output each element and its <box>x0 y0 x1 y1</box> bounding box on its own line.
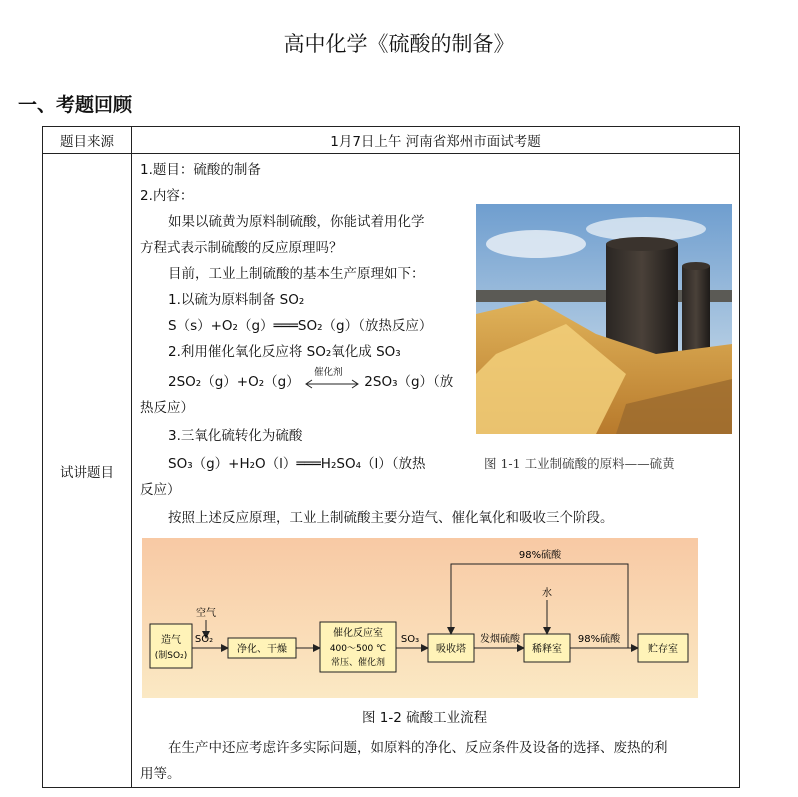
flow-label: 常压、催化剂 <box>330 658 386 668</box>
flow-label: SO₃ <box>400 634 420 645</box>
topic-content-cell <box>132 154 740 788</box>
flow-label: 发烟硫酸 <box>480 634 520 645</box>
equation-line: SO₃（g）+H₂O（l）═══H₂SO₄（l）（放热 <box>168 456 426 472</box>
content-line: 方程式表示制硫酸的反应原理吗？ <box>140 240 343 256</box>
content-line: 2.利用催化氧化反应将 SO₂氧化成 SO₃ <box>168 344 401 360</box>
flow-box-dilute <box>524 634 570 662</box>
flow-label: 吸收塔 <box>436 644 466 655</box>
content-line: 3.三氧化硫转化为硫酸 <box>168 428 303 444</box>
content-line: 按照上述反应原理，工业上制硫酸主要分造气、催化氧化和吸收三个阶段。 <box>168 510 614 526</box>
catalyst-arrow-icon <box>304 367 360 389</box>
table-row-topic <box>43 154 740 788</box>
flow-label: 空气 <box>196 608 216 619</box>
flow-box-gas <box>150 624 192 668</box>
content-line: 目前，工业上制硫酸的基本生产原理如下： <box>168 266 425 282</box>
flow-box-purify <box>228 638 296 658</box>
sulfur-photo <box>476 204 732 434</box>
content-line: 2.内容： <box>140 188 194 204</box>
exam-table <box>42 126 740 788</box>
photo-caption: 图 1-1 工业制硫酸的原料——硫黄 <box>484 456 675 471</box>
equation-right: 2SO₃（g）（放 <box>364 374 454 390</box>
flow-box-absorb <box>428 634 474 662</box>
topic-content <box>132 154 739 787</box>
table-row-source <box>43 127 740 154</box>
content-line: 热反应） <box>140 400 194 416</box>
flow-caption: 图 1-2 硫酸工业流程 <box>362 710 488 726</box>
content-line: 如果以硫黄为原料制硫酸，你能试着用化学 <box>168 214 425 230</box>
flow-box-catalysis <box>320 622 396 672</box>
flow-label: 98%硫酸 <box>518 550 562 561</box>
flow-diagram <box>142 538 698 698</box>
flow-label: 催化反应室 <box>333 628 383 639</box>
flow-label: 稀释室 <box>532 644 562 655</box>
content-line: 用等。 <box>140 766 181 782</box>
content-line: 1.题目：硫酸的制备 <box>140 162 261 178</box>
page-title: 高中化学《硫酸的制备》 <box>283 32 515 56</box>
flow-label: 贮存室 <box>648 644 678 655</box>
content-line: 1.以硫为原料制备 SO₂ <box>168 292 305 308</box>
flow-label: 水 <box>542 588 552 599</box>
section-heading: 一、考题回顾 <box>18 94 133 116</box>
topic-label: 试讲题目 <box>43 154 132 788</box>
content-line: 反应） <box>140 482 181 498</box>
source-label: 题目来源 <box>43 127 132 154</box>
flow-label: 净化、干燥 <box>237 644 287 655</box>
equation-left: 2SO₂（g）+O₂（g） <box>168 374 300 390</box>
catalyst-label: 催化剂 <box>313 367 343 378</box>
equation-line: S（s）+O₂（g）═══SO₂（g）（放热反应） <box>168 318 433 334</box>
content-line: 在生产中还应考虑许多实际问题，如原料的净化、反应条件及设备的选择、废热的利 <box>168 740 668 756</box>
equation-line <box>168 367 454 390</box>
flow-label: 98%硫酸 <box>577 634 621 645</box>
flow-label: (制SO₂) <box>154 651 188 661</box>
flow-label: SO₂ <box>194 634 214 645</box>
source-value: 1月7日上午 河南省郑州市面试考题 <box>132 127 740 154</box>
flow-label: 400～500 ℃ <box>329 644 387 654</box>
flow-label: 造气 <box>161 635 181 646</box>
flow-box-storage <box>638 634 688 662</box>
